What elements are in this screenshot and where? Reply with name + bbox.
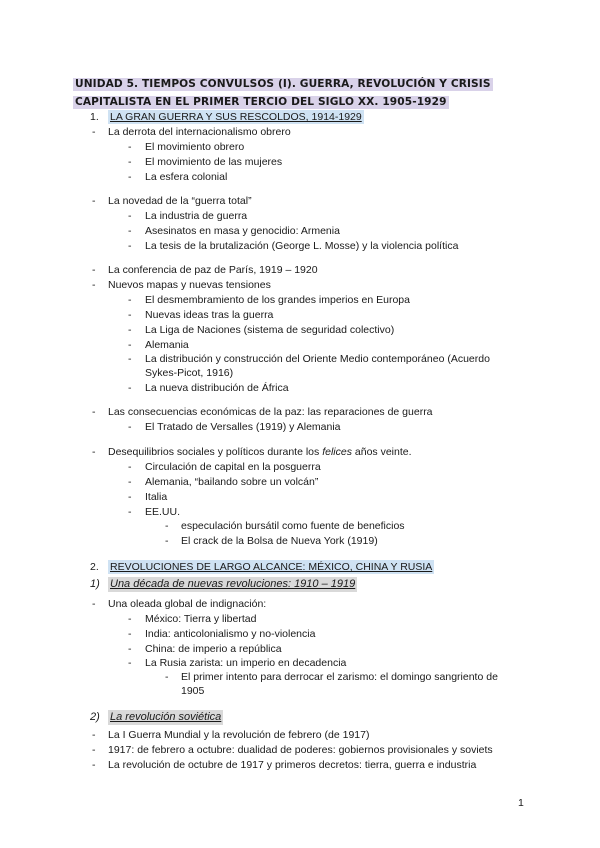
- list-item: La Liga de Naciones (sistema de seguridad colectivo): [145, 324, 395, 336]
- list-item: Alemania, “bailando sobre un volcán”: [145, 476, 319, 488]
- bullet-dash: -: [128, 294, 132, 306]
- list-item: La derrota del internacionalismo obrero: [108, 126, 291, 138]
- bullet-dash: -: [92, 744, 96, 756]
- bullet-dash: -: [128, 353, 132, 365]
- list-item: China: de imperio a república: [145, 643, 282, 655]
- list-item: Una oleada global de indignación:: [108, 598, 267, 610]
- bullet-dash: -: [128, 382, 132, 394]
- list-item: India: anticolonialismo y no-violencia: [145, 628, 316, 640]
- list-item: La I Guerra Mundial y la revolución de febrero (de 1917): [108, 729, 370, 741]
- list-item-continuation: Sykes-Picot, 1916): [145, 367, 234, 379]
- list-item: La tesis de la brutalización (George L. Mosse) y la violencia política: [145, 240, 459, 252]
- bullet-dash: -: [128, 421, 132, 433]
- bullet-dash: -: [128, 491, 132, 503]
- bullet-dash: -: [128, 309, 132, 321]
- list-item: El movimiento obrero: [145, 141, 245, 153]
- unit-title-line-1: UNIDAD 5. TIEMPOS CONVULSOS (I). GUERRA, REVOLUCIÓN Y CRISIS: [75, 78, 491, 90]
- list-item: Asesinatos en masa y genocidio: Armenia: [145, 225, 340, 237]
- bullet-dash: -: [128, 240, 132, 252]
- bullet-dash: -: [92, 126, 96, 138]
- bullet-dash: -: [165, 535, 169, 547]
- list-item: Nuevos mapas y nuevas tensiones: [108, 279, 271, 291]
- list-item: El movimiento de las mujeres: [145, 156, 283, 168]
- list-item: El desmembramiento de los grandes imperios en Europa: [145, 294, 410, 306]
- bullet-dash: -: [92, 446, 96, 458]
- bullet-dash: -: [128, 613, 132, 625]
- bullet-dash: -: [128, 657, 132, 669]
- bullet-dash: -: [128, 339, 132, 351]
- list-item: La novedad de la “guerra total”: [108, 195, 252, 207]
- list-item: Alemania: [145, 339, 189, 351]
- list-item: La nueva distribución de África: [145, 382, 289, 394]
- list-item: México: Tierra y libertad: [145, 613, 257, 625]
- bullet-dash: -: [92, 264, 96, 276]
- list-item-text: Desequilibrios sociales y políticos durante los: [108, 446, 323, 458]
- list-item: La industria de guerra: [145, 210, 248, 222]
- bullet-dash: -: [165, 671, 169, 683]
- bullet-dash: -: [128, 461, 132, 473]
- section-2-number: 2.: [90, 561, 99, 573]
- bullet-dash: -: [128, 506, 132, 518]
- section-1-number: 1.: [90, 111, 99, 123]
- emphasis-text: felices: [322, 446, 352, 458]
- list-item: La revolución de octubre de 1917 y primeros decretos: tierra, guerra e industria: [108, 759, 477, 771]
- list-item: El Tratado de Versalles (1919) y Alemania: [145, 421, 341, 433]
- subsection-2-heading: La revolución soviética: [110, 711, 222, 723]
- bullet-dash: -: [128, 141, 132, 153]
- bullet-dash: -: [128, 225, 132, 237]
- bullet-dash: -: [128, 643, 132, 655]
- bullet-dash: -: [128, 628, 132, 640]
- list-item: La conferencia de paz de París, 1919 – 1920: [108, 264, 318, 276]
- bullet-dash: -: [92, 729, 96, 741]
- subsection-2-number: 2): [90, 711, 100, 723]
- list-item: La distribución y construcción del Oriente Medio contemporáneo (Acuerdo: [145, 353, 490, 365]
- list-item: Nuevas ideas tras la guerra: [145, 309, 274, 321]
- bullet-dash: -: [165, 520, 169, 532]
- list-item-continuation: 1905: [181, 685, 205, 697]
- unit-title-line-2: CAPITALISTA EN EL PRIMER TERCIO DEL SIGLO XX. 1905-1929: [75, 96, 447, 108]
- list-item-text: años veinte.: [351, 446, 412, 458]
- bullet-dash: -: [128, 324, 132, 336]
- page-number: 1: [518, 797, 524, 809]
- bullet-dash: -: [128, 171, 132, 183]
- list-item: [108, 445, 412, 459]
- list-item: EE.UU.: [145, 506, 181, 518]
- list-item: Las consecuencias económicas de la paz: las reparaciones de guerra: [108, 406, 433, 418]
- subsection-1-number: 1): [90, 578, 100, 590]
- list-item: La esfera colonial: [145, 171, 228, 183]
- bullet-dash: -: [92, 598, 96, 610]
- bullet-dash: -: [128, 210, 132, 222]
- list-item: Italia: [145, 491, 168, 503]
- list-item: El primer intento para derrocar el zarismo: el domingo sangriento de: [181, 671, 498, 683]
- list-item: especulación bursátil como fuente de beneficios: [181, 520, 405, 532]
- list-item: 1917: de febrero a octubre: dualidad de poderes: gobiernos provisionales y soviets: [108, 744, 493, 756]
- bullet-dash: -: [92, 759, 96, 771]
- bullet-dash: -: [92, 195, 96, 207]
- bullet-dash: -: [92, 406, 96, 418]
- bullet-dash: -: [128, 156, 132, 168]
- bullet-dash: -: [92, 279, 96, 291]
- subsection-1-heading: Una década de nuevas revoluciones: 1910 – 1919: [110, 578, 356, 590]
- section-1-heading: LA GRAN GUERRA Y SUS RESCOLDOS, 1914-1929: [110, 111, 362, 123]
- list-item: La Rusia zarista: un imperio en decadencia: [145, 657, 347, 669]
- list-item: Circulación de capital en la posguerra: [145, 461, 321, 473]
- bullet-dash: -: [128, 476, 132, 488]
- section-2-heading: REVOLUCIONES DE LARGO ALCANCE: MÉXICO, CHINA Y RUSIA: [110, 561, 433, 573]
- list-item: El crack de la Bolsa de Nueva York (1919): [181, 535, 378, 547]
